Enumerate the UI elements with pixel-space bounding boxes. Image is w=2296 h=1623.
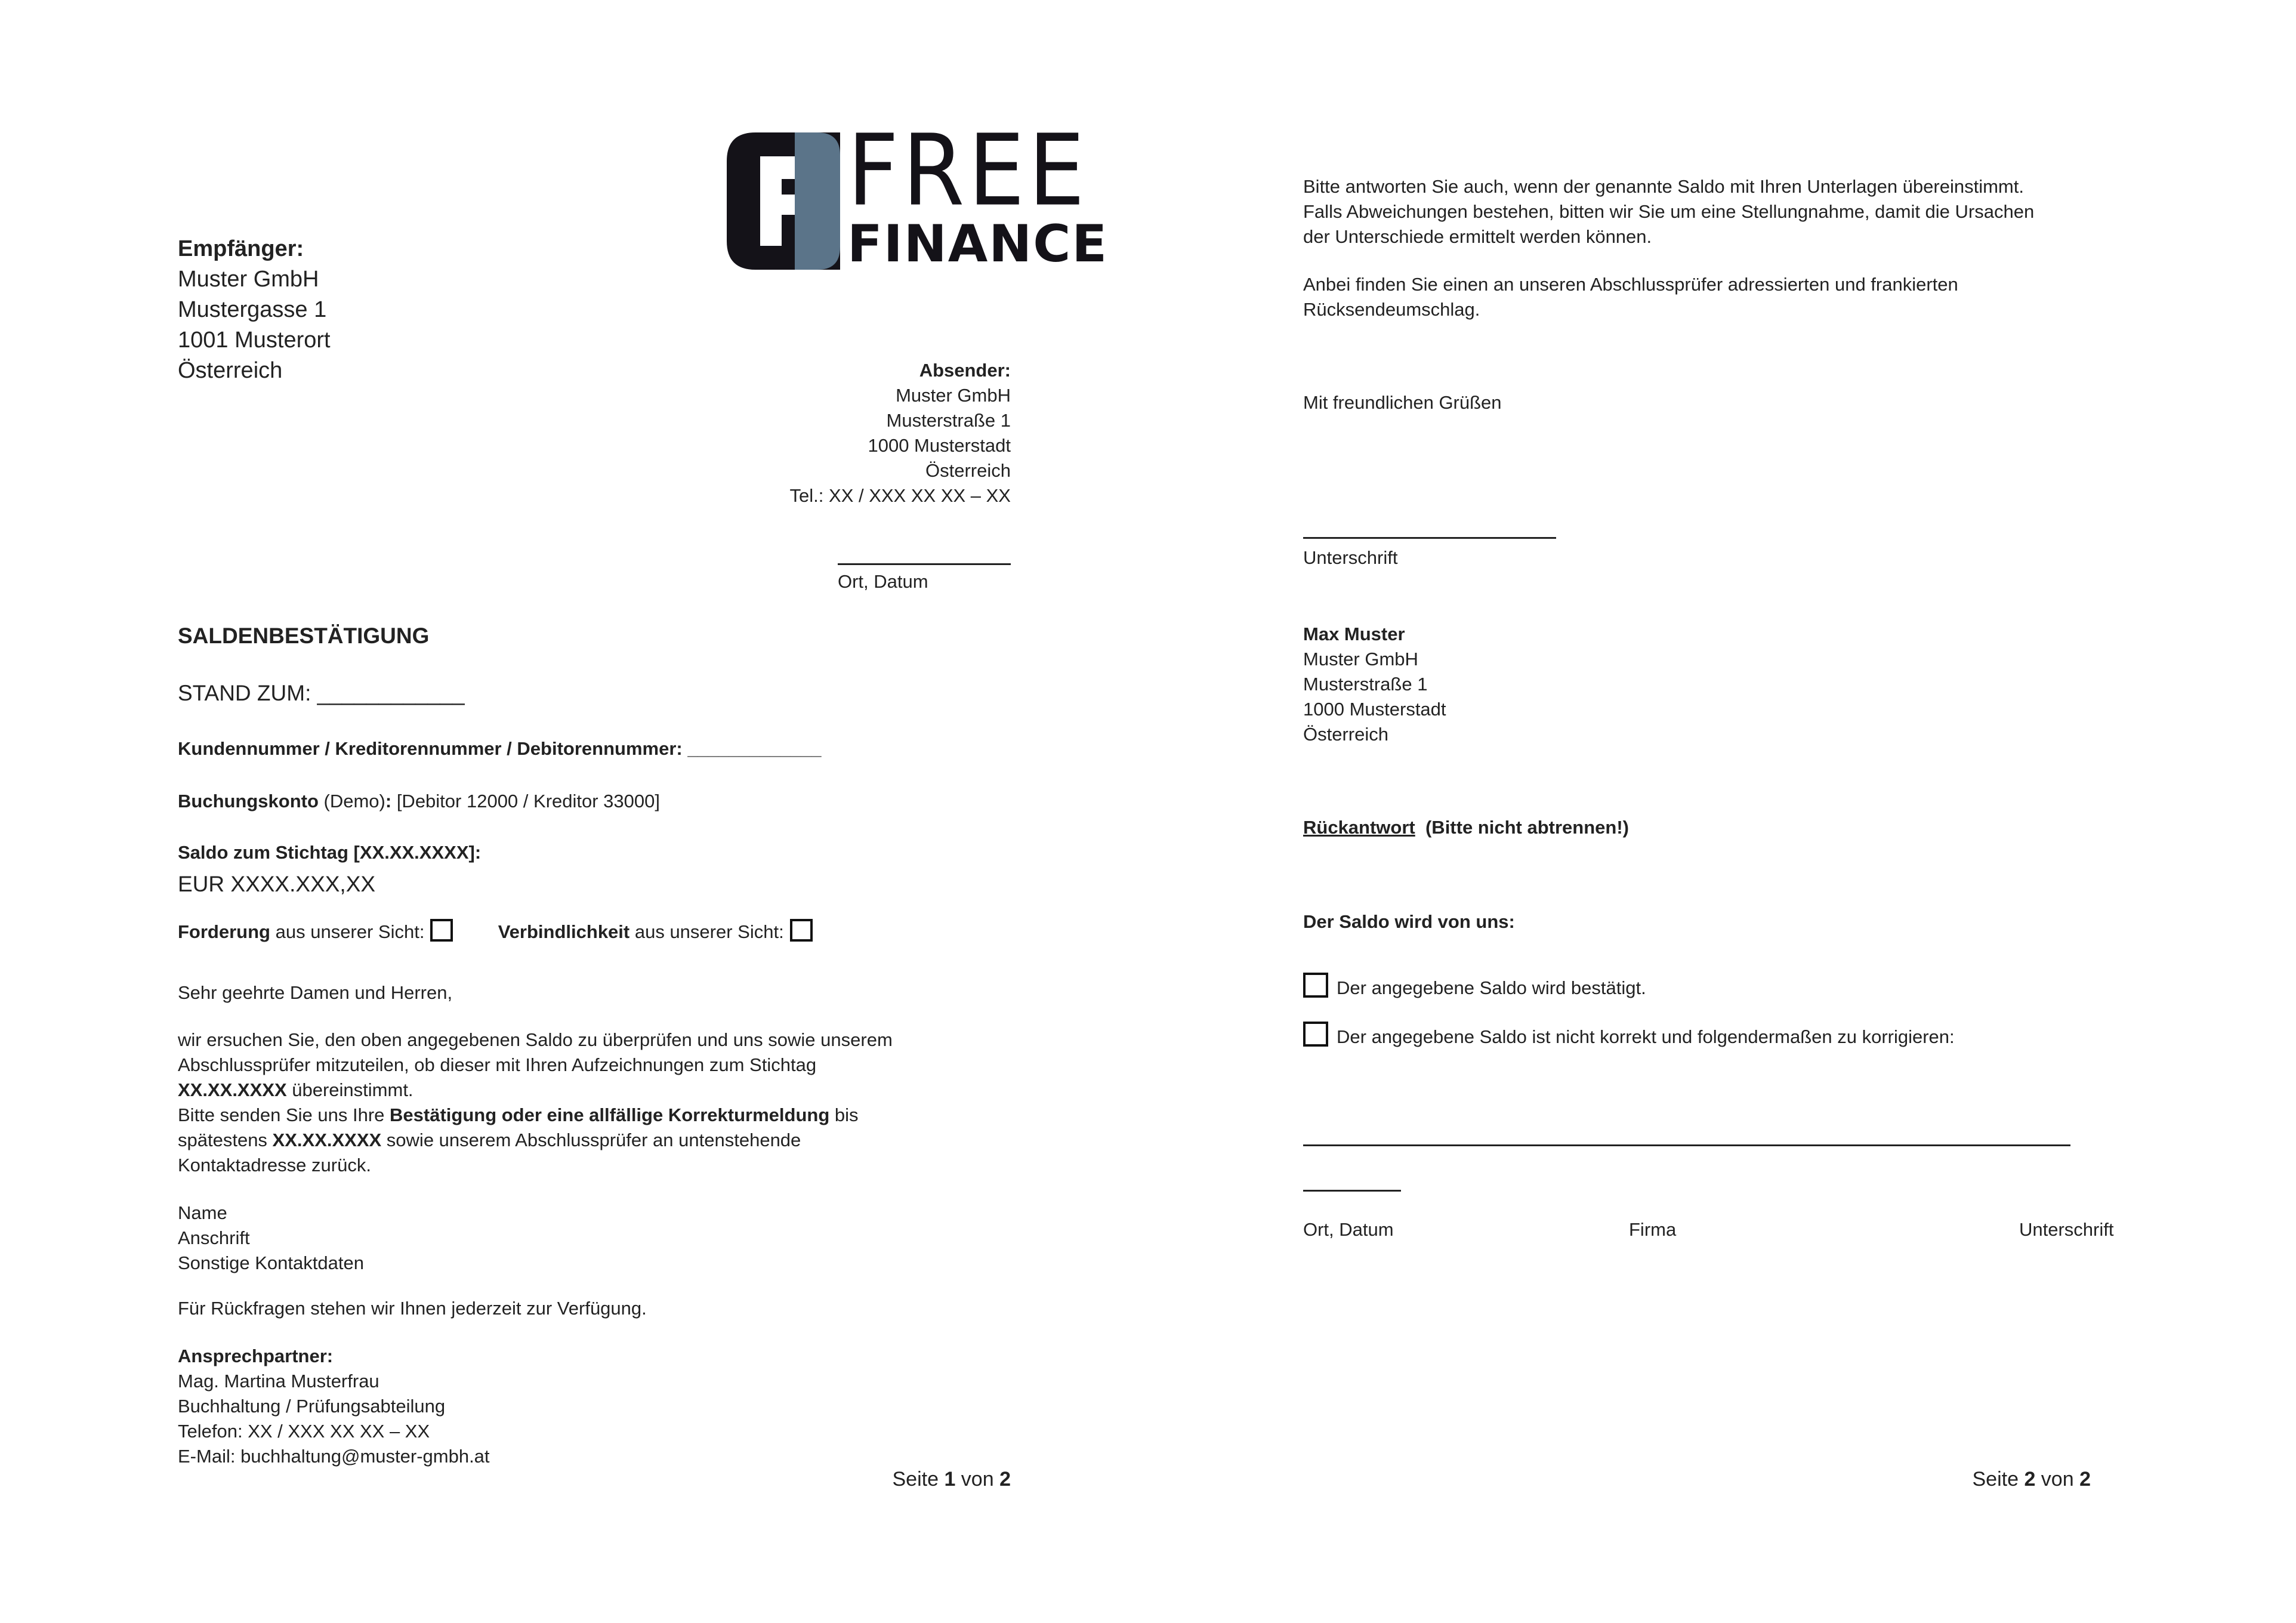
forderung-checkbox[interactable] <box>430 919 453 942</box>
contact-line: Sonstige Kontaktdaten <box>178 1252 364 1273</box>
sender-line: Musterstraße 1 <box>886 410 1011 431</box>
claim-liability-row <box>178 919 813 945</box>
booking-account-demo: (Demo) <box>318 791 385 812</box>
signer-block <box>1303 622 1446 747</box>
sign-label-company: Firma <box>1629 1219 1677 1240</box>
document-title: SALDENBESTÄTIGUNG <box>178 624 430 648</box>
sign-label-signature: Unterschrift <box>2019 1219 2114 1240</box>
recipient-heading: Empfänger: <box>178 236 304 261</box>
saldo-label: Saldo zum Stichtag [XX.XX.XXXX]: <box>178 842 482 863</box>
contact-line: Name <box>178 1202 227 1223</box>
recipient-line: Österreich <box>178 358 283 383</box>
sender-line: 1000 Musterstadt <box>868 435 1011 456</box>
signature-label: Unterschrift <box>1303 547 1398 568</box>
body-line: spätestens XX.XX.XXXX sowie unserem Abschlussprüfer an untenstehende <box>178 1130 801 1150</box>
customer-number-line: Kundennummer / Kreditorennummer / Debitorennummer: _____________ <box>178 738 822 759</box>
body-line: Abschlussprüfer mitzuteilen, ob dieser mit Ihren Aufzeichnungen zum Stichtag <box>178 1054 817 1075</box>
sender-heading: Absender: <box>919 360 1011 381</box>
intro-line: Anbei finden Sie einen an unseren Abschlussprüfer adressierten und frankierten <box>1303 274 1958 295</box>
intro-line: Rücksendeumschlag. <box>1303 299 1480 320</box>
contact-person-line: Buchhaltung / Prüfungsabteilung <box>178 1396 446 1417</box>
booking-account <box>178 789 660 814</box>
incorrect-checkbox[interactable] <box>1303 1022 1328 1047</box>
logo-word-free: FREE <box>847 113 1089 229</box>
signer-line: 1000 Musterstadt <box>1303 699 1446 720</box>
option-incorrect <box>1303 1022 1955 1050</box>
letter-body <box>178 1028 893 1178</box>
body-line: Bitte senden Sie uns Ihre Bestätigung oder eine allfällige Korrekturmeldung bis <box>178 1104 859 1125</box>
reply-request <box>1303 174 2034 322</box>
verbindlichkeit-rest: aus unserer Sicht: <box>629 921 784 942</box>
recipient-line: Mustergasse 1 <box>178 297 327 322</box>
verbindlichkeit-checkbox[interactable] <box>790 919 813 942</box>
body-line: wir ersuchen Sie, den oben angegebenen Saldo zu überprüfen und uns sowie unserem <box>178 1029 893 1050</box>
contact-person-email: E-Mail: buchhaltung@muster-gmbh.at <box>178 1446 490 1467</box>
sender-line: Österreich <box>925 460 1011 481</box>
contact-person-line: Telefon: XX / XXX XX XX – XX <box>178 1421 430 1442</box>
sender-address <box>716 358 1011 508</box>
intro-line: Falls Abweichungen bestehen, bitten wir Sie um eine Stellungnahme, damit die Ursachen <box>1303 201 2035 222</box>
sender-line: Tel.: XX / XXX XX XX – XX <box>789 485 1011 506</box>
recipient-line: Muster GmbH <box>178 267 319 292</box>
body-line: XX.XX.XXXX übereinstimmt. <box>178 1079 413 1100</box>
page-number: Seite 2 von 2 <box>1972 1468 2091 1491</box>
contact-person <box>178 1344 490 1469</box>
page-2 <box>1148 0 2296 1623</box>
forderung-rest: aus unserer Sicht: <box>270 921 425 942</box>
signer-line: Musterstraße 1 <box>1303 674 1428 695</box>
signature-line <box>1303 537 1556 539</box>
contact-placeholders <box>178 1201 364 1276</box>
signer-line: Österreich <box>1303 724 1388 745</box>
short-line <box>1303 1190 1401 1192</box>
reply-link[interactable]: Rückantwort <box>1303 817 1415 838</box>
contact-person-heading: Ansprechpartner: <box>178 1346 334 1366</box>
booking-account-label: Buchungskonto <box>178 791 319 812</box>
contact-person-line: Mag. Martina Musterfrau <box>178 1371 379 1391</box>
contact-line: Anschrift <box>178 1227 250 1248</box>
body-line: Kontaktadresse zurück. <box>178 1155 371 1175</box>
stand-zum: STAND ZUM: ____________ <box>178 681 465 705</box>
questions-note: Für Rückfragen stehen wir Ihnen jederzeit zur Verfügung. <box>178 1298 647 1319</box>
recipient-address <box>178 234 331 386</box>
sender-line: Muster GmbH <box>896 385 1011 406</box>
option-confirmed <box>1303 973 1646 1001</box>
place-date-line <box>838 563 1011 565</box>
booking-account-colon: : <box>385 791 392 812</box>
closing: Mit freundlichen Grüßen <box>1303 392 1502 413</box>
forderung-label: Forderung <box>178 921 270 942</box>
option-confirmed-label: Der angegebene Saldo wird bestätigt. <box>1337 977 1646 998</box>
salutation: Sehr geehrte Damen und Herren, <box>178 982 453 1003</box>
booking-account-value: [Debitor 12000 / Kreditor 33000] <box>391 791 660 812</box>
reply-note: (Bitte nicht abtrennen!) <box>1425 817 1629 838</box>
signer-line: Muster GmbH <box>1303 649 1418 669</box>
recipient-line: 1001 Musterort <box>178 328 331 353</box>
reply-section-title <box>1303 815 1629 840</box>
saldo-value: EUR XXXX.XXX,XX <box>178 872 376 896</box>
verbindlichkeit-label: Verbindlichkeit <box>498 921 630 942</box>
place-date-label: Ort, Datum <box>838 571 928 592</box>
page-number: Seite 1 von 2 <box>892 1468 1011 1491</box>
saldo-response-heading: Der Saldo wird von uns: <box>1303 911 1515 932</box>
confirm-checkbox[interactable] <box>1303 973 1328 998</box>
intro-line: der Unterschiede ermittelt werden können. <box>1303 226 1652 247</box>
intro-line: Bitte antworten Sie auch, wenn der genannte Saldo mit Ihren Unterlagen übereinstimmt. <box>1303 176 2024 197</box>
correction-line <box>1303 1144 2070 1146</box>
signer-name: Max Muster <box>1303 624 1405 644</box>
logo-word-finance: FINANCE <box>847 214 1109 274</box>
sign-label-place-date: Ort, Datum <box>1303 1219 1394 1240</box>
option-incorrect-label: Der angegebene Saldo ist nicht korrekt und folgendermaßen zu korrigieren: <box>1337 1026 1955 1047</box>
